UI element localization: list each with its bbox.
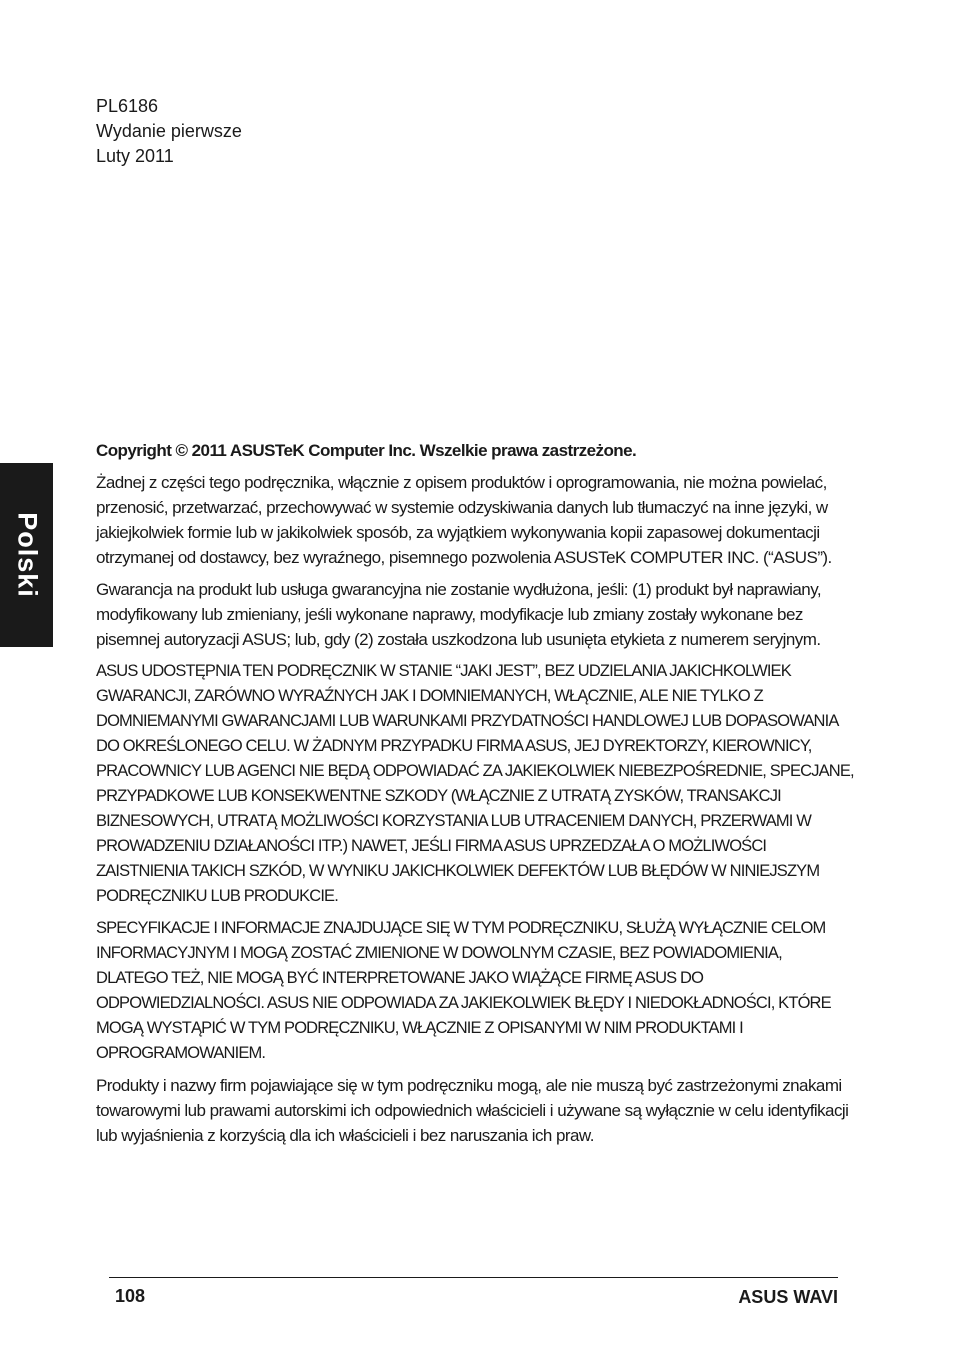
document-date: Luty 2011 bbox=[96, 146, 174, 166]
document-code: PL6186 bbox=[96, 96, 159, 116]
document-edition: Wydanie pierwsze bbox=[96, 121, 242, 141]
page-number: 108 bbox=[115, 1286, 146, 1306]
copyright-notice: Copyright © 2011 ASUSTeK Computer Inc. Wszelkie prawa zastrzeżone. bbox=[96, 441, 637, 460]
document-meta bbox=[96, 94, 242, 169]
language-tab-label: Polski bbox=[12, 512, 42, 598]
trademarks-paragraph: Produkty i nazwy firm pojawiające się w tym podręczniku mogą, ale nie muszą być zastrzeżonymi znakami towarowymi lub prawami autorskimi ich odpowiednich właścicieli i używane są wyłącznie w celu identyfikacji lub wyjaśnienia z korzyścią dla ich właścicieli i bez naruszania ich praw. bbox=[96, 1076, 849, 1145]
warranty-paragraph: Gwarancja na produkt lub usługa gwarancyjna nie zostanie wydłużona, jeśli: (1) produkt był naprawiany, modyfikowany lub zmieniany, jeśli wykonane naprawy, modyfikacje lub zmiany zostały wykonane bez pisemnej autoryzacji ASUS; lub, gdy (2) została uszkodzona lub usunięta etykieta z numerem seryjnym. bbox=[96, 580, 822, 649]
reproduction-paragraph: Żadnej z części tego podręcznika, włącznie z opisem produktów i oprogramowania, nie można powielać, przenosić, przetwarzać, przechowywać w systemie odzyskiwania danych lub tłumaczyć na inne języki, w jakiejkolwiek formie lub w jakikolwiek sposób, za wyjątkiem wykonywania kopii zapasowej dokumentacji otrzymanej od dostawcy, bez wyraźnego, pisemnego pozwolenia ASUSTeK COMPUTER INC. (“ASUS”). bbox=[96, 473, 832, 567]
disclaimer-paragraph: ASUS UDOSTĘPNIA TEN PODRĘCZNIK W STANIE “JAKI JEST”, BEZ UDZIELANIA JAKICHKOLWIEK GWARANCJI, ZARÓWNO WYRAŹNYCH JAK I DOMNIEMANYCH, WŁĄCZNIE, ALE NIE TYLKO Z DOMNIEMANYMI GWARANCJAMI LUB WARUNKAMI PRZYDATNOŚCI HANDLOWEJ LUB DOPASOWANIA DO OKREŚLONEGO CELU. W ŻADNYM PRZYPADKU FIRMA ASUS, JEJ DYREKTORZY, KIEROWNICY, PRACOWNICY LUB AGENCI NIE BĘDĄ ODPOWIADAĆ ZA JAKIEKOLWIEK NIEBEZPOŚREDNIE, SPECJANE, PRZYPADKOWE LUB KONSEKWENTNE SZKODY (WŁĄCZNIE Z UTRATĄ ZYSKÓW, TRANSAKCJI BIZNESOWYCH, UTRATĄ MOŻLIWOŚCI KORZYSTANIA LUB UTRACENIEM DANYCH, PRZERWAMI W PROWADZENIU DZIAŁANOŚCI ITP.) NAWET, JEŚLI FIRMA ASUS UPRZEDZAŁA O MOŻLIWOŚCI ZAISTNIENIA TAKICH SZKÓD, W WYNIKU JAKICHKOLWIEK DEFEKTÓW LUB BŁĘDÓW W NINIEJSZYM PODRĘCZNIKU LUB PRODUKCIE. bbox=[96, 662, 854, 905]
product-name: ASUS WAVI bbox=[738, 1287, 838, 1307]
language-tab bbox=[0, 463, 53, 647]
footer-divider bbox=[109, 1277, 838, 1278]
specifications-paragraph: SPECYFIKACJE I INFORMACJE ZNAJDUJĄCE SIĘ W TYM PODRĘCZNIKU, SŁUŻĄ WYŁĄCZNIE CELOM INFORMACYJNYM I MOGĄ ZOSTAĆ ZMIENIONE W DOWOLNYM CZASIE, BEZ POWIADOMIENIA, DLATEGO TEŻ, NIE MOGĄ BYĆ INTERPRETOWANE JAKO WIĄŻĄCE FIRMĘ ASUS DO ODPOWIEDZIALNOŚCI. ASUS NIE ODPOWIADA ZA JAKIEKOLWIEK BŁĘDY I NIEDOKŁADNOŚCI, KTÓRE MOGĄ WYSTĄPIĆ W TYM PODRĘCZNIKU, WŁĄCZNIE Z OPISANYMI W NIM PRODUKTAMI I OPROGRAMOWANIEM. bbox=[96, 919, 831, 1062]
legal-notice bbox=[96, 438, 856, 1155]
